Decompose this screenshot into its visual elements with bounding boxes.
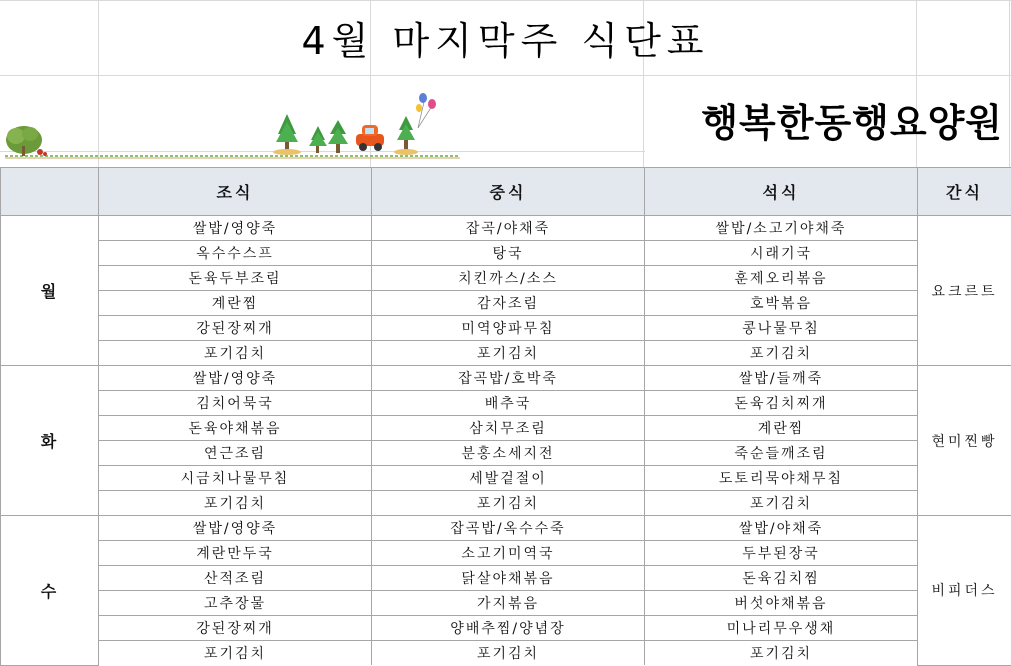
breakfast-cell: 포기김치 [99,341,372,366]
tree-icon [328,120,348,153]
lunch-cell: 닭살야채볶음 [372,566,645,591]
dinner-cell: 포기김치 [645,641,918,666]
breakfast-cell: 포기김치 [99,491,372,516]
dinner-cell: 시래기국 [645,241,918,266]
lunch-cell: 포기김치 [372,641,645,666]
table-row [1,466,1011,491]
dinner-cell: 훈제오리볶음 [645,266,918,291]
lunch-cell: 치킨까스/소스 [372,266,645,291]
dinner-cell: 도토리묵야채무침 [645,466,918,491]
dinner-cell: 돈육김치찜 [645,566,918,591]
table-row [1,641,1011,666]
snack-cell: 현미찐빵 [918,366,1011,516]
table-row [1,616,1011,641]
lunch-cell: 분홍소세지전 [372,441,645,466]
dinner-cell: 돈육김치찌개 [645,391,918,416]
breakfast-cell: 시금치나물무침 [99,466,372,491]
lunch-cell: 포기김치 [372,341,645,366]
lunch-cell: 배추국 [372,391,645,416]
dinner-cell: 호박볶음 [645,291,918,316]
breakfast-cell: 계란만두국 [99,541,372,566]
corner-header [1,168,99,216]
dinner-header: 석식 [645,168,918,216]
lunch-cell: 포기김치 [372,491,645,516]
table-row [1,241,1011,266]
breakfast-cell: 고추장물 [99,591,372,616]
dinner-cell: 포기김치 [645,491,918,516]
breakfast-cell: 돈육두부조림 [99,266,372,291]
tree-icon [273,114,301,155]
breakfast-cell: 산적조림 [99,566,372,591]
table-row [1,316,1011,341]
lunch-cell: 삼치무조림 [372,416,645,441]
breakfast-cell: 강된장찌개 [99,616,372,641]
table-row [1,416,1011,441]
lunch-header: 중식 [372,168,645,216]
table-row [1,516,1011,541]
dinner-cell: 쌀밥/소고기야채죽 [645,216,918,241]
breakfast-cell: 연근조림 [99,441,372,466]
table-row [1,341,1011,366]
lunch-cell: 양배추찜/양념장 [372,616,645,641]
breakfast-cell: 쌀밥/영양죽 [99,516,372,541]
lunch-cell: 미역양파무침 [372,316,645,341]
table-row [1,541,1011,566]
lunch-cell: 잡곡/야채죽 [372,216,645,241]
dinner-cell: 버섯야채볶음 [645,591,918,616]
dinner-cell: 두부된장국 [645,541,918,566]
table-row [1,391,1011,416]
day-label: 수 [1,516,99,666]
lunch-cell: 소고기미역국 [372,541,645,566]
lunch-cell: 탕국 [372,241,645,266]
lunch-cell: 가지볶음 [372,591,645,616]
dinner-cell: 콩나물무침 [645,316,918,341]
page-title: 4월 마지막주 식단표 [301,19,710,63]
car-icon [356,125,384,151]
day-label: 월 [1,216,99,366]
organization-name: 행복한동행요양원 [701,101,1003,145]
breakfast-cell: 돈육야채볶음 [99,416,372,441]
tree-icon [394,116,418,155]
table-row [1,566,1011,591]
table-row [1,591,1011,616]
breakfast-cell: 옥수수스프 [99,241,372,266]
table-row [1,216,1011,241]
breakfast-header: 조식 [99,168,372,216]
landscape-illustration [0,88,470,160]
snack-cell: 요크르트 [918,216,1011,366]
balloons-icon [416,93,436,128]
dinner-cell: 쌀밥/들깨죽 [645,366,918,391]
breakfast-cell: 강된장찌개 [99,316,372,341]
snack-cell: 비피더스 [918,516,1011,666]
table-row [1,491,1011,516]
dinner-cell: 쌀밥/야채죽 [645,516,918,541]
snack-header: 간식 [918,168,1011,216]
table-row [1,291,1011,316]
lunch-cell: 잡곡밥/호박죽 [372,366,645,391]
bush-icon [6,126,47,156]
meal-table [0,167,1011,666]
breakfast-cell: 쌀밥/영양죽 [99,216,372,241]
table-row [1,266,1011,291]
dinner-cell: 계란찜 [645,416,918,441]
dinner-cell: 포기김치 [645,341,918,366]
breakfast-cell: 쌀밥/영양죽 [99,366,372,391]
header-row [1,168,1011,216]
lunch-cell: 감자조림 [372,291,645,316]
breakfast-cell: 포기김치 [99,641,372,666]
dinner-cell: 죽순들깨조림 [645,441,918,466]
table-row [1,366,1011,391]
table-row [1,441,1011,466]
lunch-cell: 세발겉절이 [372,466,645,491]
breakfast-cell: 김치어묵국 [99,391,372,416]
tree-icon [309,126,327,153]
day-label: 화 [1,366,99,516]
lunch-cell: 잡곡밥/옥수수죽 [372,516,645,541]
dinner-cell: 미나리무우생채 [645,616,918,641]
breakfast-cell: 계란찜 [99,291,372,316]
